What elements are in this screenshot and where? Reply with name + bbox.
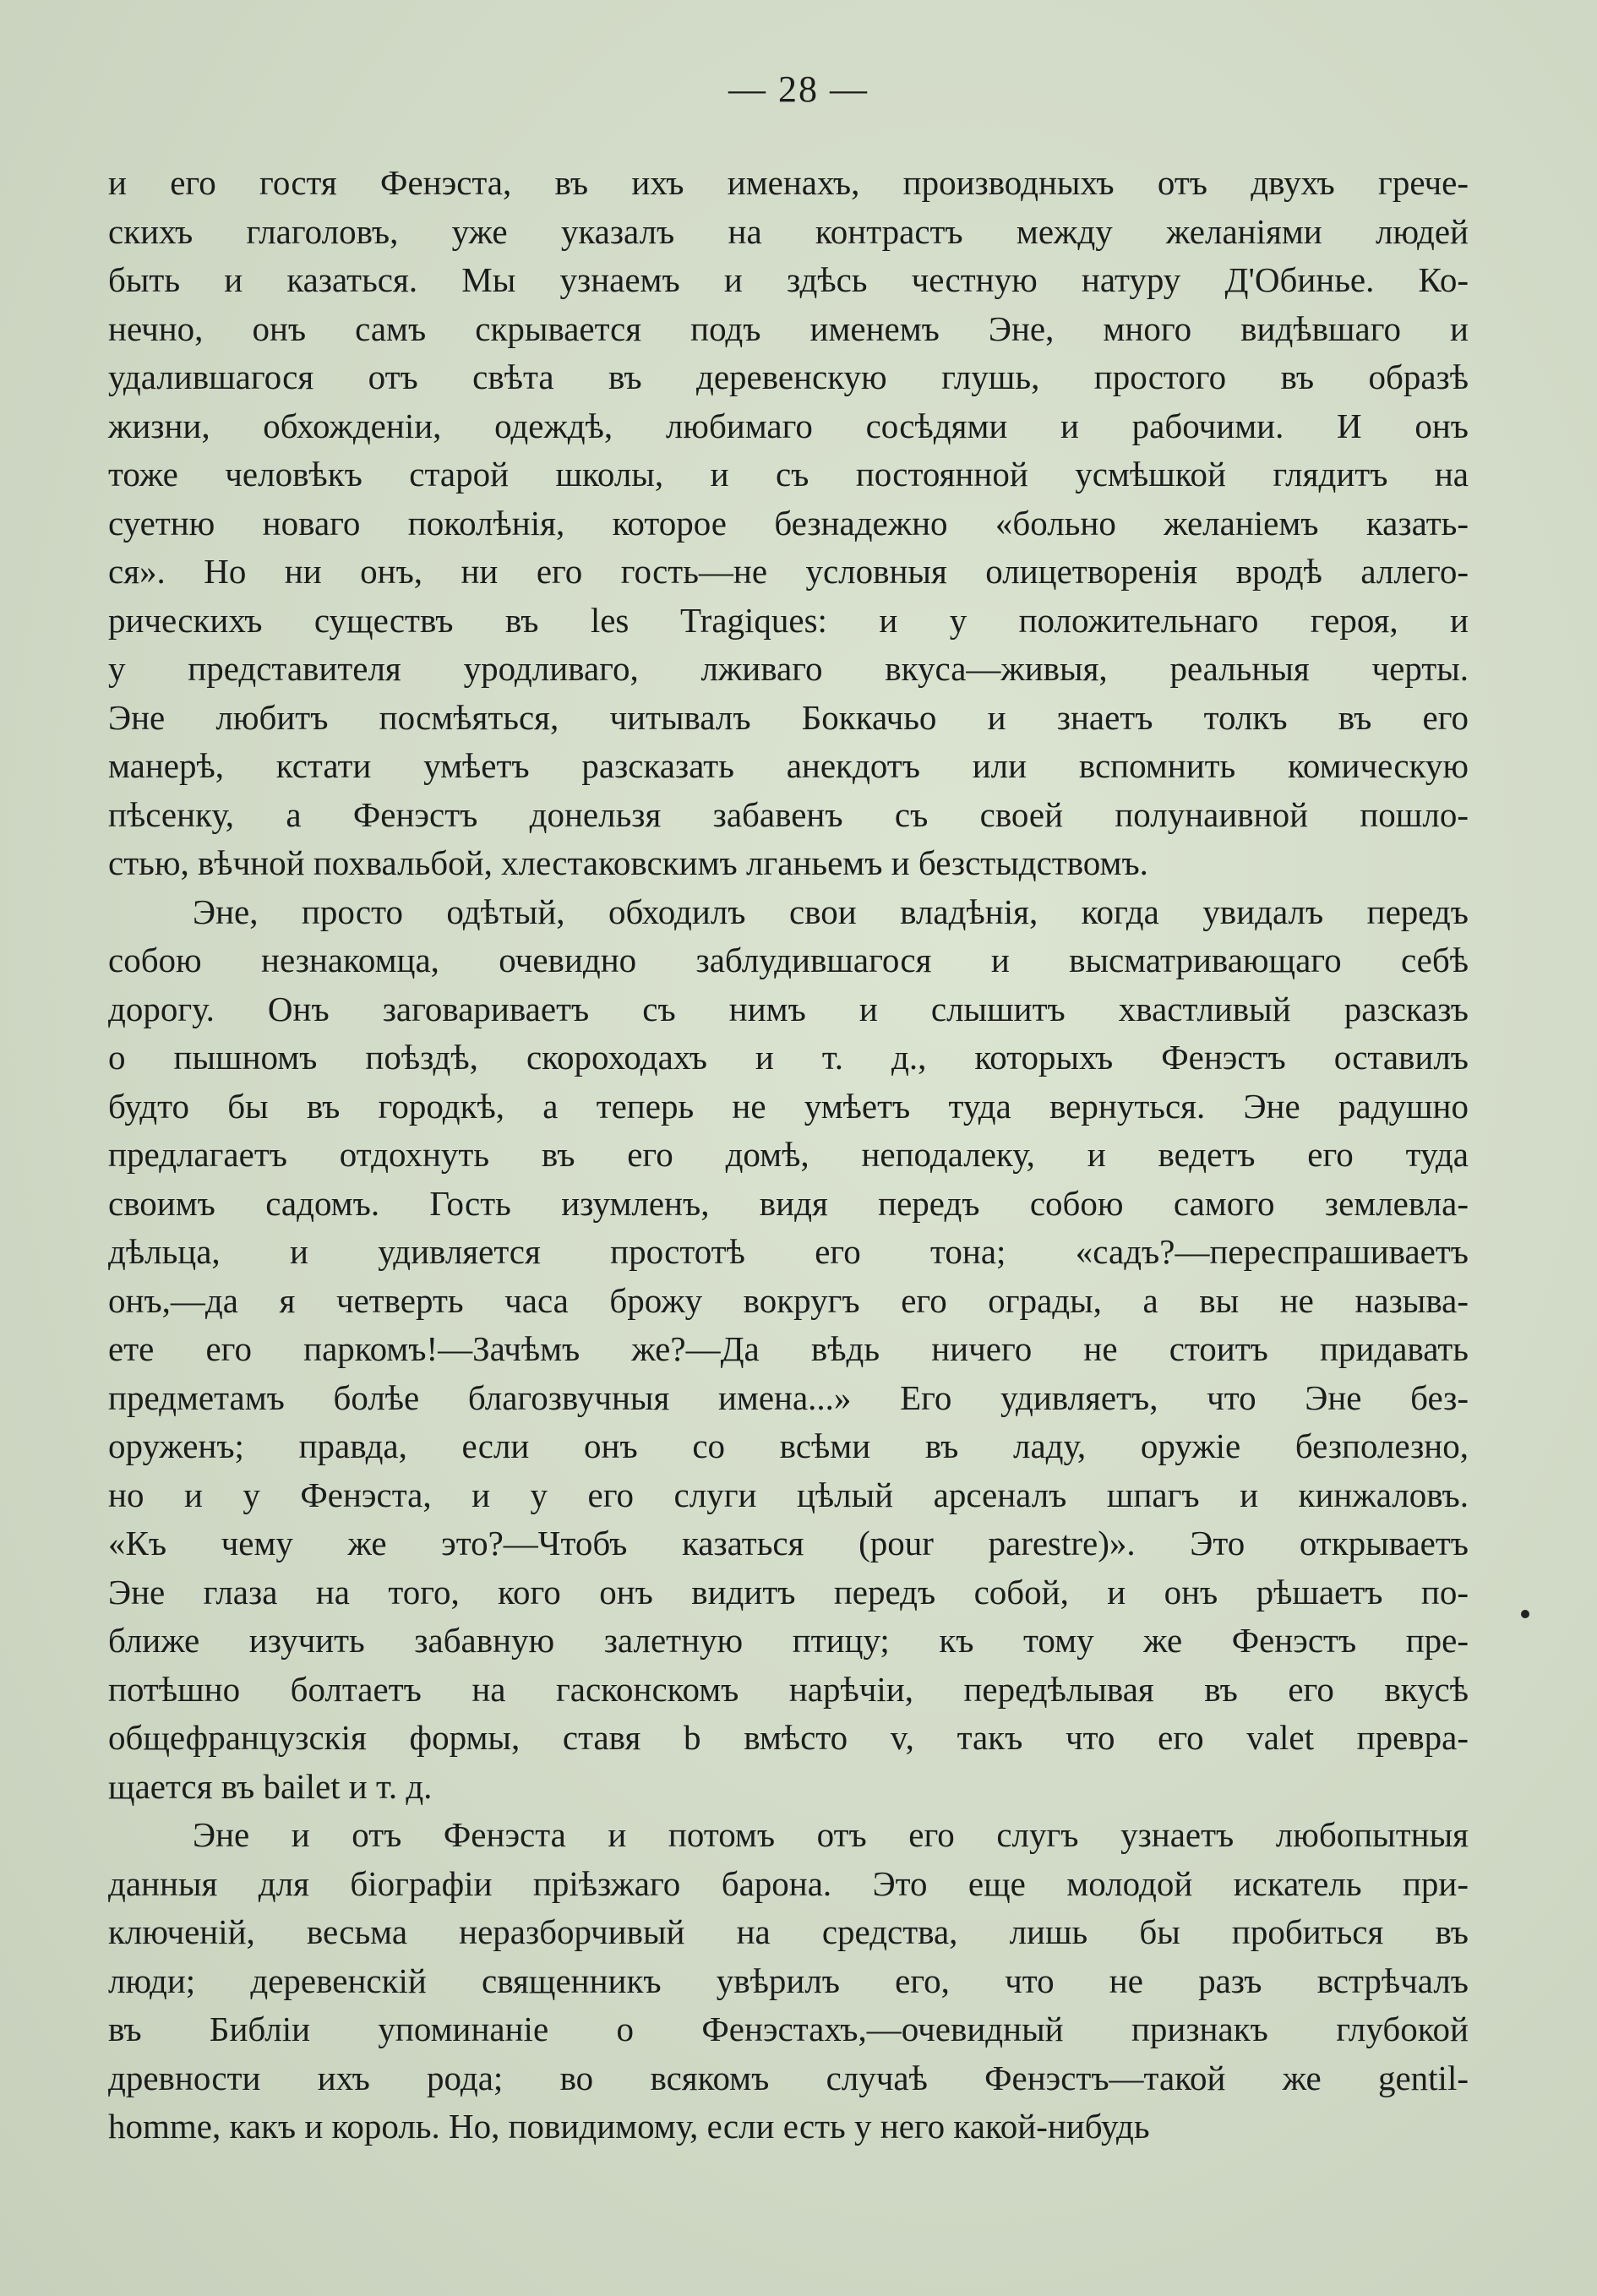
text-line: щается въ bailet и т. д. xyxy=(108,1766,433,1806)
ink-spot xyxy=(1521,1610,1529,1618)
paragraph xyxy=(108,1811,1469,2151)
text-line: быть и казаться. Мы узнаемъ и здѣсь честную натуру Д'Обинье. Ко- xyxy=(108,260,1469,299)
text-line: собою незнакомца, очевидно заблудившагося и высматривающаго себѣ xyxy=(108,941,1469,979)
text-line: предлагаетъ отдохнуть въ его домѣ, неподалеку, и ведетъ его туда xyxy=(108,1135,1469,1174)
body-text xyxy=(108,159,1469,2151)
text-line: Эне, просто одѣтый, обходилъ свои владѣнiя, когда увидалъ передъ xyxy=(193,892,1469,931)
text-line: скихъ глаголовъ, уже указалъ на контрастъ между желанiями людей xyxy=(108,211,1469,251)
text-line: тоже человѣкъ старой школы, и съ постоянной усмѣшкой глядитъ на xyxy=(108,455,1469,494)
text-line: Эне любитъ посмѣяться, читывалъ Боккачьо и знаетъ толкъ въ его xyxy=(108,697,1469,737)
paragraph xyxy=(108,159,1469,888)
text-line: у представителя уродливаго, лживаго вкуса—живыя, реальныя черты. xyxy=(108,649,1469,688)
text-line: и его гостя Фенэста, въ ихъ именахъ, производныхъ отъ двухъ грече- xyxy=(108,163,1469,202)
text-line: потѣшно болтаетъ на гасконскомъ нарѣчiи, передѣлывая въ его вкусѣ xyxy=(108,1669,1469,1709)
text-line: онъ,—да я четверть часа брожу вокругъ его ограды, а вы не называ- xyxy=(108,1280,1469,1320)
text-line: въ Библiи упоминанiе о Фенэстахъ,—очевидный признакъ глубокой xyxy=(108,2010,1469,2048)
text-line: стью, вѣчной похвальбой, хлестаковскимъ лганьемъ и безстыдствомъ. xyxy=(108,843,1148,882)
text-line: удалившагося отъ свѣта въ деревенскую глушь, простого въ образѣ xyxy=(108,357,1469,396)
text-line: данныя для бiографiи прiѣзжаго барона. Это еще молодой искатель при- xyxy=(108,1863,1469,1903)
text-line: «Къ чему же это?—Чтобъ казаться (pour parestre)». Это открываетъ xyxy=(108,1524,1469,1562)
text-line: предметамъ болѣе благозвучныя имена...» Его удивляетъ, что Эне без- xyxy=(108,1377,1469,1417)
text-line: жизни, обхожденiи, одеждѣ, любимаго сосѣдями и рабочими. И онъ xyxy=(108,406,1469,445)
text-line: пѣсенку, а Фенэстъ донельзя забавенъ съ своей полунаивной пошло- xyxy=(108,794,1469,834)
text-line: древности ихъ рода; во всякомъ случаѣ Фенэстъ—такой же gentil- xyxy=(108,2058,1469,2097)
paragraph xyxy=(108,888,1469,1812)
page-number: — 28 — xyxy=(728,68,869,110)
text-line: о пышномъ поѣздѣ, скороходахъ и т. д., которыхъ Фенэстъ оставилъ xyxy=(108,1038,1469,1077)
text-line: дорогу. Онъ заговариваетъ съ нимъ и слышитъ хвастливый разсказъ xyxy=(108,989,1469,1028)
text-line: homme, какъ и король. Но, повидимому, если есть у него какой-нибудь xyxy=(108,2107,1150,2146)
text-line: ключенiй, весьма неразборчивый на средства, лишь бы пробиться въ xyxy=(108,1912,1469,1951)
text-line: рическихъ существъ въ les Tragiques: и у положительнаго героя, и xyxy=(108,600,1469,640)
text-line: но и у Фенэста, и у его слуги цѣлый арсеналъ шпагъ и кинжаловъ. xyxy=(108,1475,1469,1514)
text-line: оруженъ; правда, если онъ со всѣми въ ладу, оружiе безполезно, xyxy=(108,1426,1469,1465)
text-line: люди; деревенскiй священникъ увѣрилъ его, что не разъ встрѣчалъ xyxy=(108,1961,1469,2000)
text-line: будто бы въ городкѣ, а теперь не умѣетъ туда вернуться. Эне радушно xyxy=(108,1086,1469,1126)
text-line: Эне глаза на того, кого онъ видитъ передъ собой, и онъ рѣшаетъ по- xyxy=(108,1572,1469,1612)
text-line: нечно, онъ самъ скрывается подъ именемъ Эне, много видѣвшаго и xyxy=(108,308,1469,348)
text-line: дѣльца, и удивляется простотѣ его тона; «садъ?—переспрашиваетъ xyxy=(108,1232,1469,1271)
text-line: ближе изучить забавную залетную птицу; къ тому же Фенэстъ пре- xyxy=(108,1621,1469,1660)
text-line: манерѣ, кстати умѣетъ разсказать анекдотъ или вспомнить комическую xyxy=(108,746,1469,785)
text-line: суетню новаго поколѣнiя, которое безнадежно «больно желанiемъ казать- xyxy=(108,503,1469,543)
text-line: общефранцузскiя формы, ставя b вмѣсто v, такъ что его valet превра- xyxy=(108,1718,1469,1757)
text-line: ся». Но ни онъ, ни его гость—не условныя олицетворенiя вродѣ аллего- xyxy=(108,552,1469,591)
text-line: Эне и отъ Фенэста и потомъ отъ его слугъ узнаетъ любопытныя xyxy=(193,1815,1469,1854)
text-line: ете его паркомъ!—Зачѣмъ же?—Да вѣдь ничего не стоитъ придавать xyxy=(108,1329,1469,1368)
text-line: своимъ садомъ. Гость изумленъ, видя передъ собою самого землевла- xyxy=(108,1183,1469,1223)
